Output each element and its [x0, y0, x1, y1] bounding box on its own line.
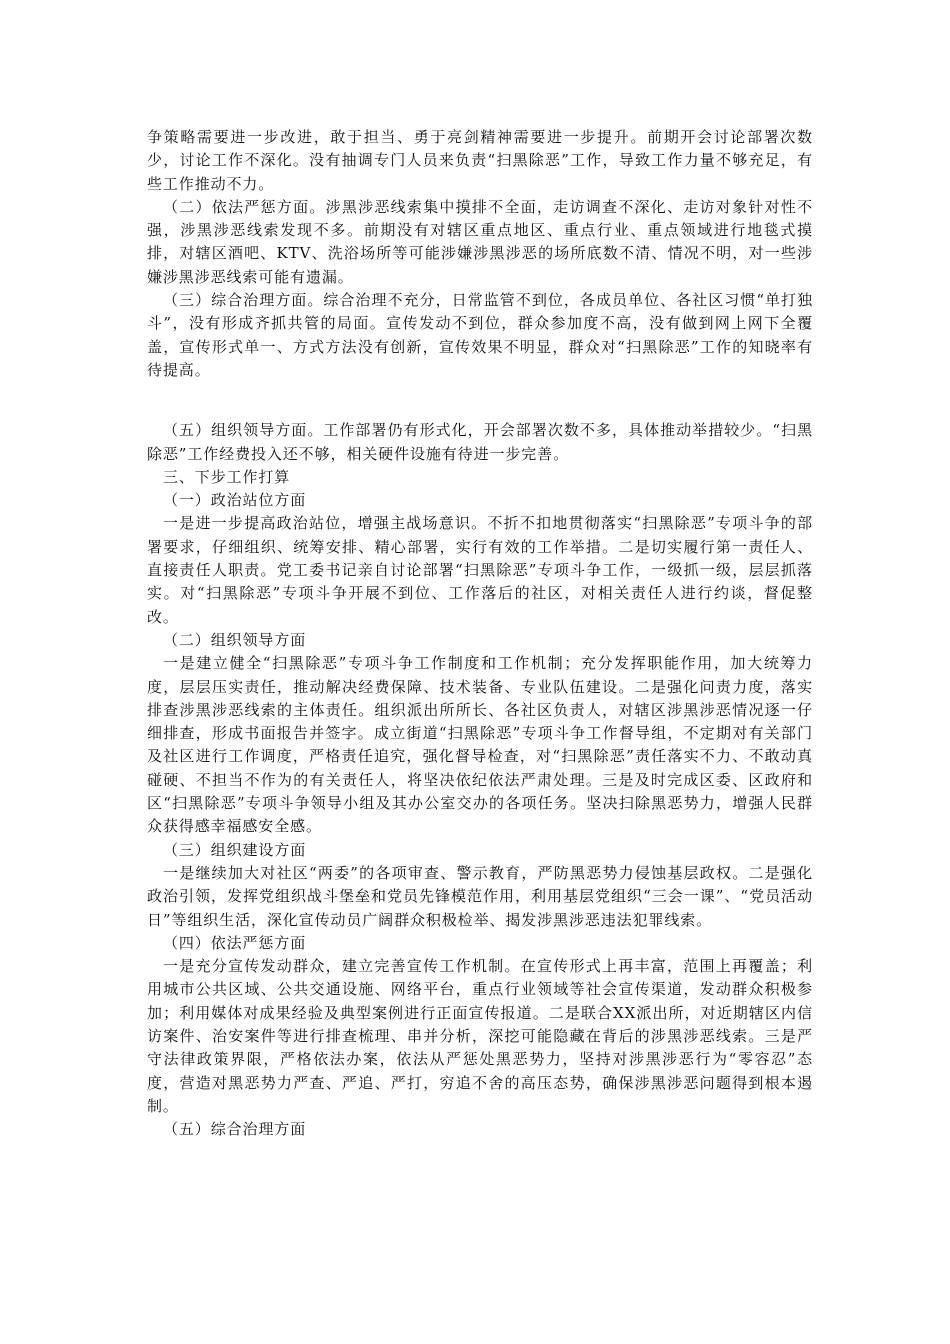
subheading-comprehensive-governance: （五）综合治理方面 — [163, 1120, 307, 1139]
subheading-organization-building: （三）组织建设方面 — [163, 840, 307, 859]
document-page — [147, 126, 813, 1141]
paragraph-comprehensive-governance-issue: （三）综合治理方面。综合治理不充分，日常监管不到位，各成员单位、各社区习惯“单打独斗”，没有形成齐抓共管的局面。宣传发动不到位，群众参加度不高，没有做到网上网下全覆盖，宣传形式单一、方式方法没有创新，宣传效果不明显，群众对“扫黑除恶”工作的知晓率有待提高。 — [147, 291, 813, 379]
subheading-lawful-punishment: （四）依法严惩方面 — [163, 933, 307, 952]
paragraph-lawful-punishment-issue: （二）依法严惩方面。涉黑涉恶线索集中摸排不全面，走访调查不深化、走访对象针对性不强，涉黑涉恶线索发现不多。前期没有对辖区重点地区、重点行业、重点领域进行地毯式摸排，对辖区酒吧、KTV、洗浴场所等可能涉嫌涉黑涉恶的场所底数不清、情况不明，对一些涉嫌涉黑涉恶线索可能有遗漏。 — [147, 197, 813, 286]
paragraph-leadership-issue: （五）组织领导方面。工作部署仍有形式化，开会部署次数不多，具体推动举措较少。“扫黑除恶”工作经费投入还不够，相关硬件设施有待进一步完善。 — [147, 421, 813, 463]
paragraph-continuation: 争策略需要进一步改进，敢于担当、勇于亮剑精神需要进一步提升。前期开会讨论部署次数少，讨论工作不深化。没有抽调专门人员来负责“扫黑除恶”工作，导致工作力量不够充足，有些工作推动不力。 — [147, 128, 813, 193]
paragraph-organization-building: 一是继续加大对社区“两委”的各项审查、警示教育，严防黑恶势力侵蚀基层政权。二是强化政治引领，发挥党组织战斗堡垒和党员先锋模范作用，利用基层党组织“三会一课”、“党员活动日”等组织生活，深化宣传动员广阔群众积极检举、揭发涉黑涉恶违法犯罪线索。 — [147, 863, 813, 929]
paragraph-leadership: 一是建立健全“扫黑除恶”专项斗争工作制度和工作机制；充分发挥职能作用，加大统筹力度，层层压实责任，推动解决经费保障、技术装备、专业队伍建设。二是强化问责力度，落实排查涉黑涉恶线索的主体责任。组织派出所所长、各社区负责人，对辖区涉黑涉恶情况逐一仔细排查，形成书面报告并签字。成立街道“扫黑除恶”专项斗争工作督导组，不定期对有关部门及社区进行工作调度，严格责任追究，强化督导检查，对“扫黑除恶”责任落实不力、不敢动真碰硬、不担当不作为的有关责任人，将坚决依纪依法严肃处理。三是及时完成区委、区政府和区“扫黑除恶”专项斗争领导小组及其办公室交办的各项任务。坚决扫除黑恶势力，增强人民群众获得感幸福感安全感。 — [147, 654, 813, 836]
paragraph-gap — [147, 382, 813, 419]
paragraph-lawful-punishment: 一是充分宣传发动群众，建立完善宣传工作机制。在宣传形式上再丰富，范围上再覆盖；利用城市公共区域、公共交通设施、网络平台，重点行业领域等社会宣传渠道，发动群众积极参加；利用媒体对成果经验及典型案例进行正面宣传报道。二是联合XX派出所，对近期辖区内信访案件、治安案件等进行排查梳理、串并分析，深挖可能隐藏在背后的涉黑涉恶线索。三是严守法律政策界限，严格依法办案，依法从严惩处黑恶势力，坚持对涉黑涉恶行为“零容忍”态度，营造对黑恶势力严查、严追、严打，穷追不舍的高压态势，确保涉黑涉恶问题得到根本遏制。 — [147, 957, 813, 1115]
subheading-leadership: （二）组织领导方面 — [163, 630, 307, 649]
paragraph-political-stance: 一是进一步提高政治站位，增强主战场意识。不折不扣地贯彻落实“扫黑除恶”专项斗争的部署要求，仔细组织、统筹安排、精心部署，实行有效的工作举措。二是切实履行第一责任人、直接责任人职责。党工委书记亲自讨论部署“扫黑除恶”专项斗争工作，一级抓一级，层层抓落实。对“扫黑除恶”专项斗争开展不到位、工作落后的社区，对相关责任人进行约谈，督促整改。 — [147, 514, 813, 626]
section-heading-next-steps: 三、下步工作打算 — [163, 467, 291, 486]
subheading-political-stance: （一）政治站位方面 — [163, 491, 307, 510]
